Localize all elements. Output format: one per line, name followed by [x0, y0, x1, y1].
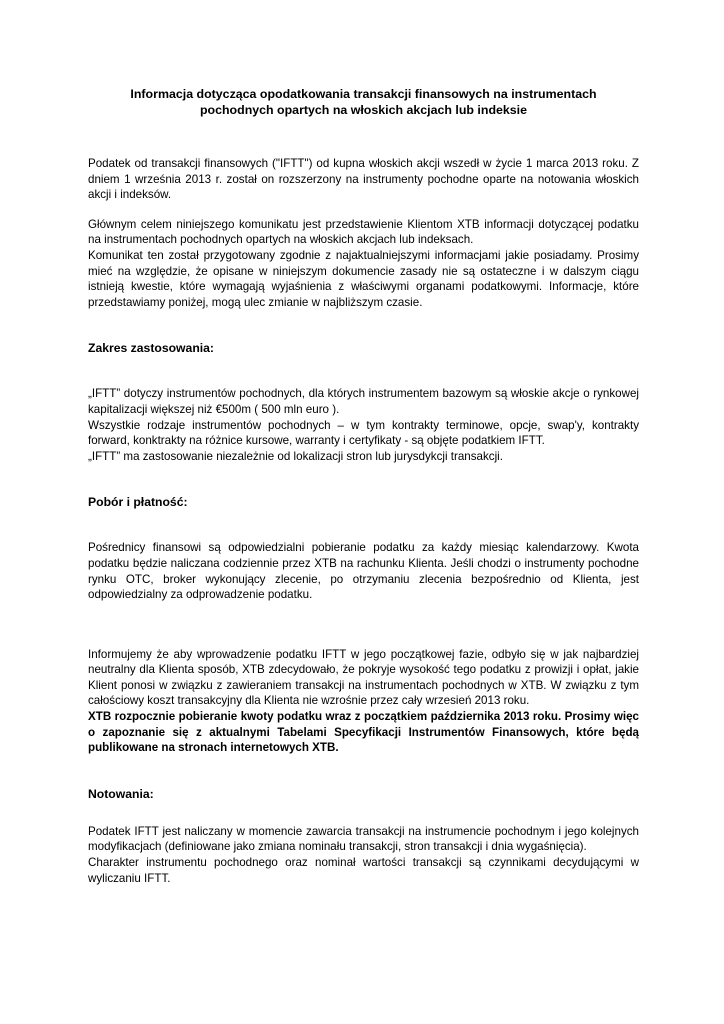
scope-paragraph-2: Wszystkie rodzaje instrumentów pochodnych – w tym kontrakty terminowe, opcje, swap'y, kontrakty forward, konktrakty na różnice kursowe, warranty i certyfikaty - są objęte podatkiem IFTT. [88, 418, 639, 448]
document-title [88, 86, 639, 118]
collection-heading: Pobór i płatność: [88, 495, 188, 510]
collection-paragraph-3-bold: XTB rozpocznie pobieranie kwoty podatku wraz z początkiem października 2013 roku. Prosimy więc o zapoznanie się z aktualnymi Tabelami Specyfikacji Instrumentów Finansowych, które będą publikowane na stronach internetowych XTB. [88, 710, 639, 755]
intro-paragraph-3: Komunikat ten został przygotowany zgodnie z najaktualniejszymi informacjami jakie posiadamy. Prosimy mieć na względzie, że opisane w niniejszym dokumencie zasady nie są ostateczne i w dalszym ciągu istnieją kwestie, które wymagają wyjaśnienia z właściwymi organami podatkowymi. Informacje, które przedstawiamy poniżej, mogą ulec zmianie w najbliższym czasie. [88, 248, 639, 309]
intro-paragraph-1: Podatek od transakcji finansowych ("IFTT") od kupna włoskich akcji wszedł w życie 1 marca 2013 roku. Z dniem 1 września 2013 r. został on rozszerzony na instrumenty pochodne oparte na notowania włoskich akcji i indeksów. [88, 157, 639, 202]
quotes-heading: Notowania: [88, 786, 154, 801]
collection-paragraph-2: Informujemy że aby wprowadzenie podatku IFTT w jego początkowej fazie, odbyło się w jak najbardziej neutralny dla Klienta sposób, XTB zdecydowało, że pokryje wysokość tego podatku z prowizji i opłat, jakie Klient ponosi w związku z zawieraniem transakcji na instrumentach pochodnych w XTB. W związku z tym całościowy koszt transakcyjny dla Klienta nie wzrośnie przez cały wrzesień 2013 roku. [88, 647, 639, 708]
title-line-1: Informacja dotycząca opodatkowania transakcji finansowych na instrumentach [130, 87, 597, 101]
scope-paragraph-1: „IFTT” dotyczy instrumentów pochodnych, dla których instrumentem bazowym są włoskie akcje o rynkowej kapitalizacji większej niż €500m ( 500 mln euro ). [88, 387, 639, 416]
quotes-paragraph-1: Podatek IFTT jest naliczany w momencie zawarcia transakcji na instrumencie pochodnym i jego kolejnych modyfikacjach (definiowane jako zmiana nominału transakcji, stron transakcji i dnia wygaśnięcia). [88, 824, 639, 854]
quotes-paragraph-2: Charakter instrumentu pochodnego oraz nominał wartości transakcji są czynnikami decydującymi w wyliczaniu IFTT. [88, 856, 639, 885]
intro-paragraph-2: Głównym celem niniejszego komunikatu jest przedstawienie Klientom XTB informacji dotyczącej podatku na instrumentach pochodnych opartych na włoskich akcjach lub indeksach. [88, 217, 639, 247]
scope-heading: Zakres zastosowania: [88, 341, 214, 356]
title-line-2: pochodnych opartych na włoskich akcjach lub indeksie [199, 103, 528, 117]
collection-paragraph-1: Pośrednicy finansowi są odpowiedzialni pobieranie podatku za każdy miesiąc kalendarzowy. Kwota podatku będzie naliczana codziennie przez XTB na rachunku Klienta. Jeśli chodzi o instrumenty pochodne rynku OTC, broker wykonujący zlecenie, po otrzymaniu zlecenia bezpośrednio od Klienta, jest odpowiedzialny za odprowadzenie podatku. [88, 541, 639, 602]
scope-paragraph-3: „IFTT” ma zastosowanie niezależnie od lokalizacji stron lub jurysdykcji transakcji. [88, 449, 503, 463]
document-page [88, 86, 639, 886]
